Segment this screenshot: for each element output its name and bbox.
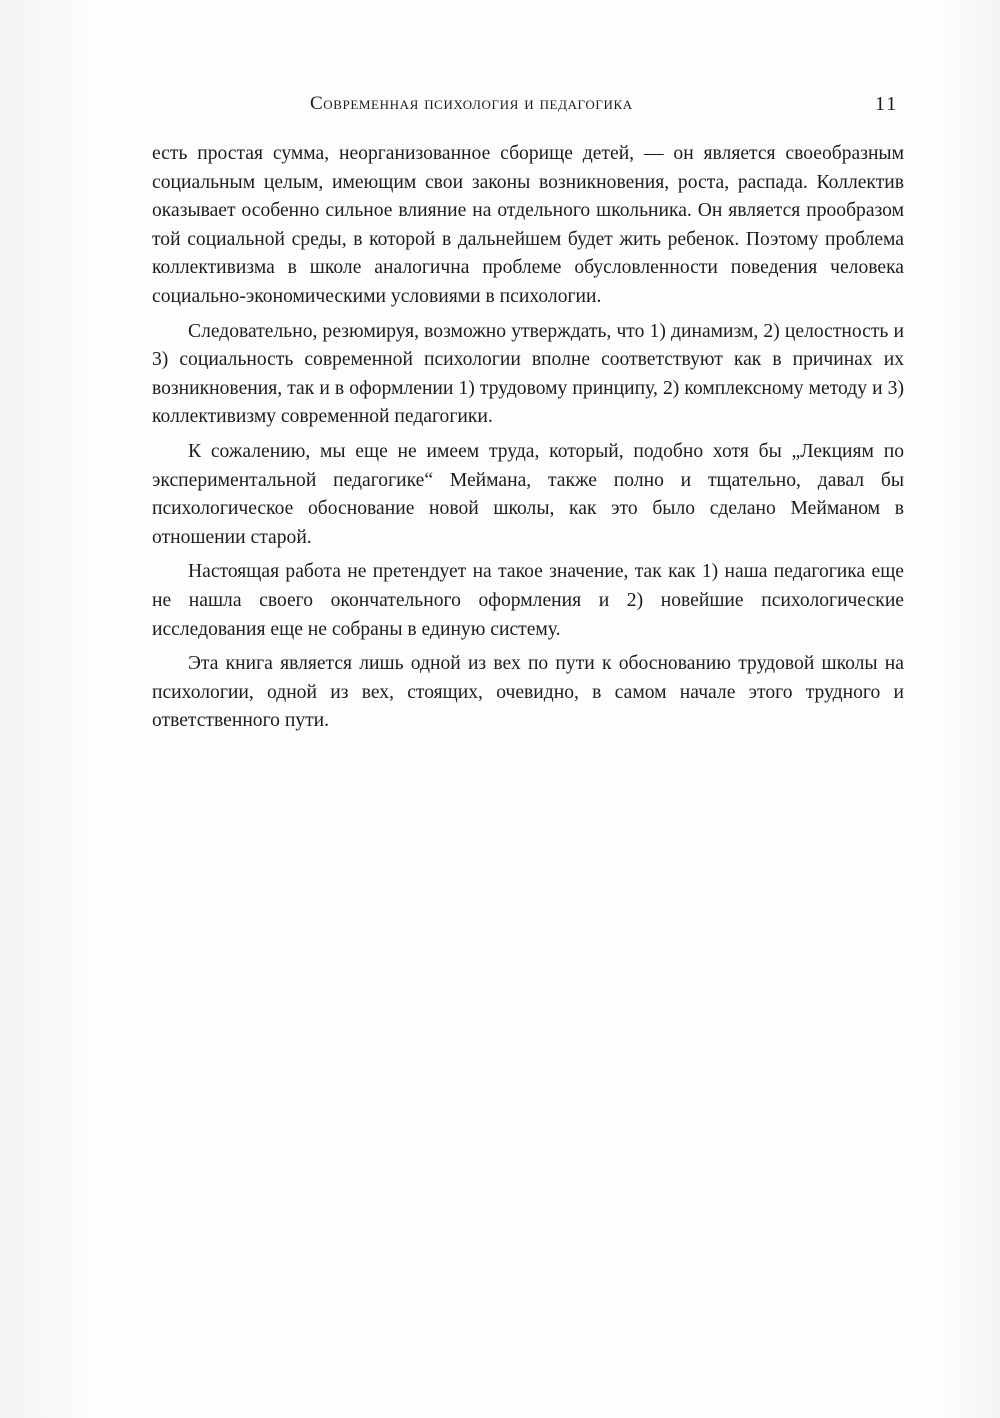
page-number: 11 bbox=[875, 93, 899, 115]
body-text bbox=[152, 140, 904, 742]
paragraph-continuation: есть простая сумма, неорганизованное сборище детей, — он является своеобразным социальным целым, имеющим свои законы возникновения, роста, распада. Коллектив оказывает особенно сильное влияние на отдельного школьника. Он является прообразом той социальной среды, в которой в дальнейшем будет жить ребенок. Поэтому проблема коллективизма в школе аналогична проблеме обусловленности поведения человека социально-экономическими условиями в психологии. bbox=[152, 143, 904, 307]
page-left-shading bbox=[0, 0, 96, 1418]
paragraph-book-purpose: Эта книга является лишь одной из вех по пути к обоснованию трудовой школы на психологии, одной из вех, стоящих, очевидно, в самом начале этого трудного и ответственного пути. bbox=[152, 653, 904, 732]
page-right-shading bbox=[940, 0, 1000, 1418]
paragraph-present-work: Настоящая работа не претендует на такое значение, так как 1) наша педагогика еще не нашла своего окончательного оформления и 2) новейшие психологические исследования еще не собраны в единую систему. bbox=[152, 561, 904, 640]
running-header bbox=[310, 93, 910, 115]
paragraph-regret: К сожалению, мы еще не имеем труда, который, подобно хотя бы „Лекциям по экспериментальной педагогике“ Меймана, также полно и тщательно, давал бы психологическое обоснование новой школы, как это было сделано Мейманом в отношении старой. bbox=[152, 440, 904, 548]
running-title: Современная психология и педагогика bbox=[310, 93, 633, 114]
paragraph-summary: Следовательно, резюмируя, возможно утверждать, что 1) динамизм, 2) целостность и 3) социальность современной психологии вполне соответствуют как в причинах их возникновения, так и в оформлении 1) трудовому принципу, 2) комплексному методу и 3) коллективизму современной педагогики. bbox=[152, 320, 904, 428]
